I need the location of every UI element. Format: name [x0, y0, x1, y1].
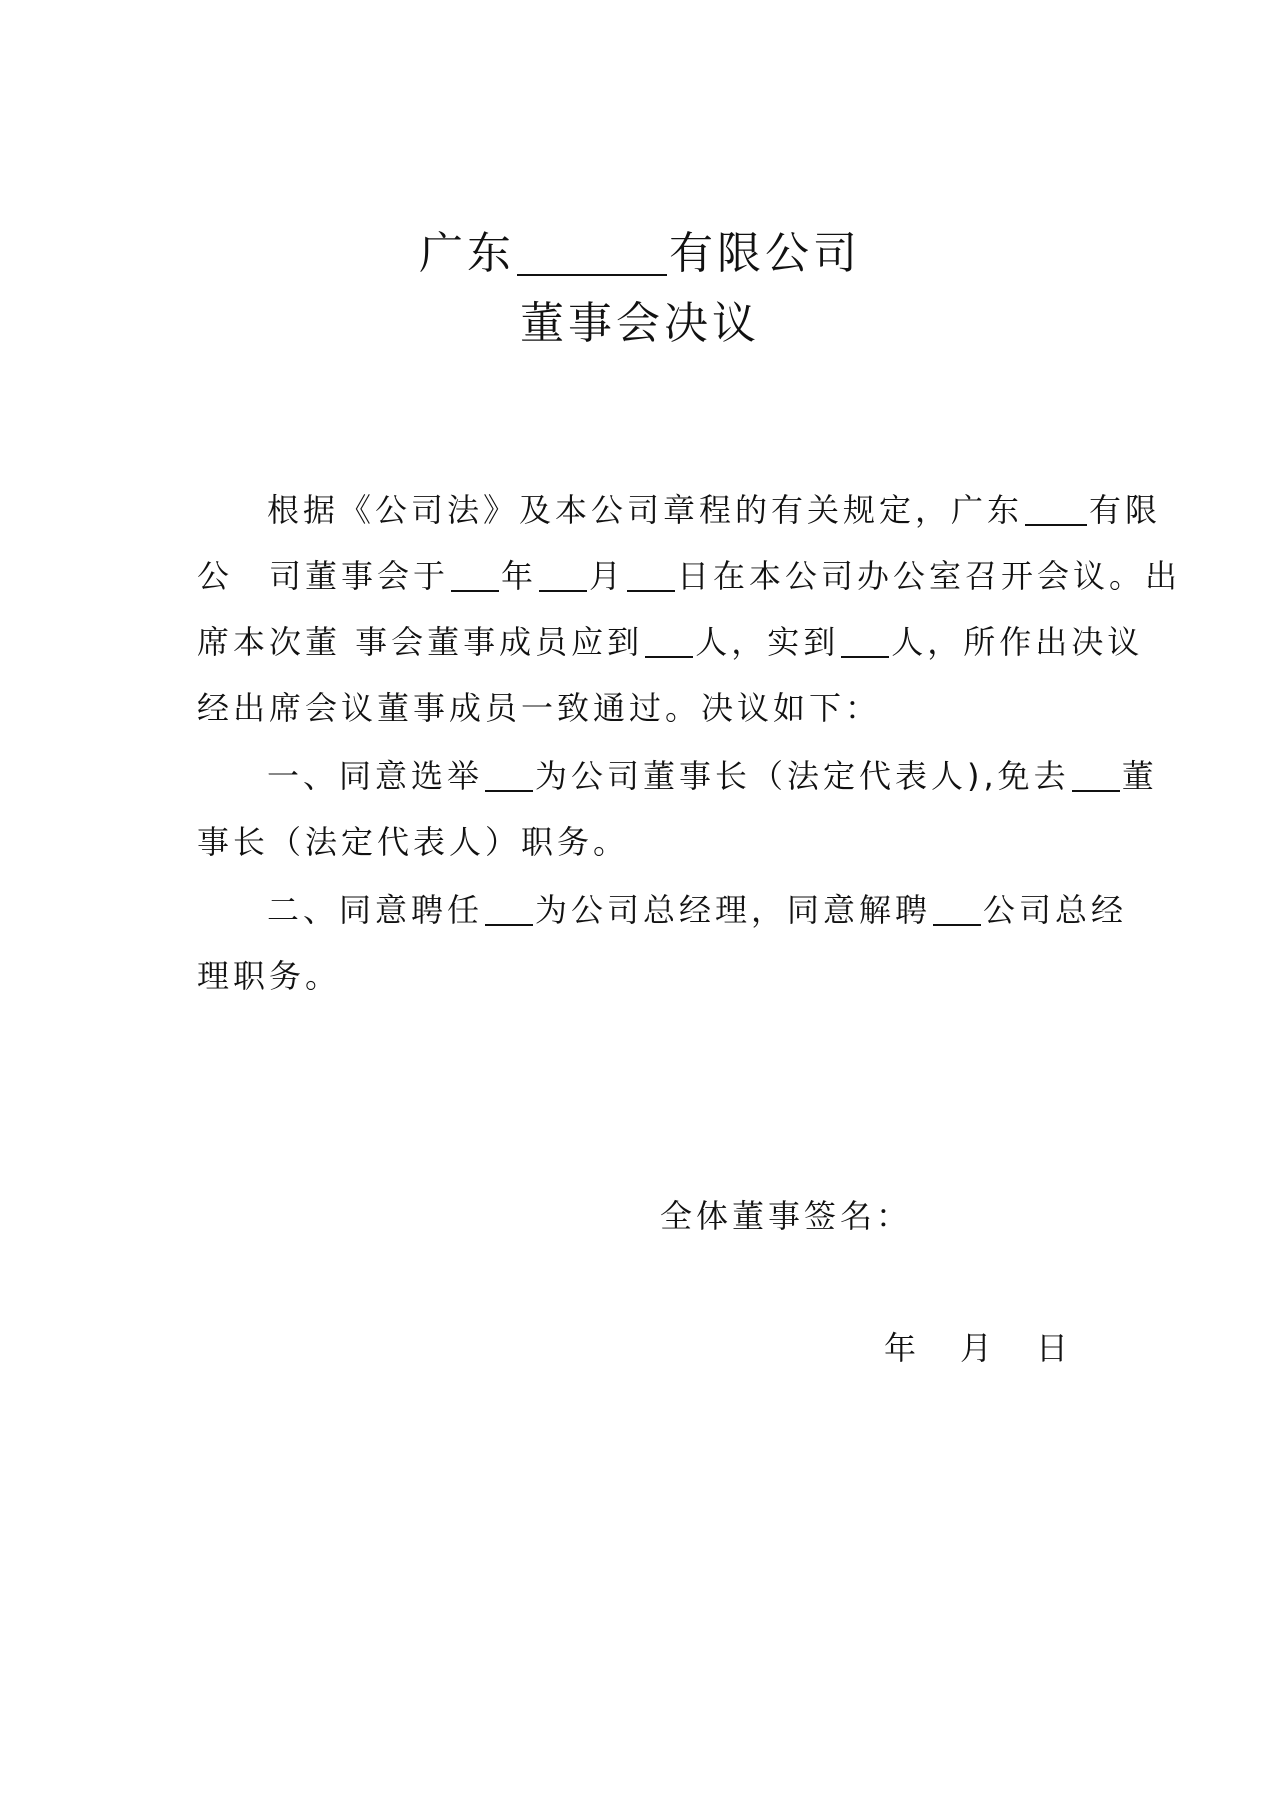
- date-day: 日: [1036, 1329, 1069, 1367]
- paragraph-1-line-3: [197, 623, 1144, 661]
- day-blank[interactable]: [627, 562, 675, 592]
- item-1-line-2: 事长（法定代表人）职务。: [197, 823, 630, 861]
- company-name-inline-blank[interactable]: [1025, 496, 1087, 526]
- paragraph-1-line-4: 经出席会议董事成员一致通过。决议如下：: [197, 689, 882, 727]
- chairman-elect-blank[interactable]: [485, 762, 533, 792]
- signature-label: 全体董事签名：: [660, 1197, 913, 1235]
- document-title: 董事会决议: [520, 298, 760, 349]
- item-1-line-1: [267, 757, 1158, 795]
- date-year: 年: [884, 1329, 917, 1367]
- chairman-removed-blank[interactable]: [1072, 762, 1120, 792]
- company-name-blank[interactable]: [517, 236, 667, 276]
- title-prefix: 广东: [419, 228, 515, 279]
- text: 人，所作出决议: [891, 623, 1144, 661]
- text: 一、同意选举: [267, 757, 484, 795]
- text: 年: [501, 557, 538, 595]
- text: 月: [589, 557, 626, 595]
- text: 有限: [1089, 491, 1162, 529]
- text: 二、同意聘任: [267, 891, 484, 929]
- text: 席本次董 事会董事成员应到: [197, 623, 644, 661]
- paragraph-1-line-1: [267, 491, 1162, 529]
- text: 公 司董事会于: [197, 557, 450, 595]
- date-month: 月: [960, 1329, 993, 1367]
- year-blank[interactable]: [451, 562, 499, 592]
- actual-count-blank[interactable]: [841, 628, 889, 658]
- item-2-line-1: [267, 891, 1128, 929]
- expected-count-blank[interactable]: [645, 628, 693, 658]
- title-suffix: 有限公司: [669, 228, 861, 279]
- date-line: [884, 1329, 1112, 1367]
- text: 为公司总经理，同意解聘: [535, 891, 932, 929]
- gm-appoint-blank[interactable]: [485, 896, 533, 926]
- text: 公司总经: [983, 891, 1128, 929]
- paragraph-1-line-2: [197, 557, 1182, 595]
- text: 人，实到: [695, 623, 840, 661]
- month-blank[interactable]: [539, 562, 587, 592]
- text: 根据《公司法》及本公司章程的有关规定，广东: [267, 491, 1024, 529]
- gm-dismiss-blank[interactable]: [933, 896, 981, 926]
- text: 日在本公司办公室召开会议。出: [677, 557, 1182, 595]
- item-2-line-2: 理职务。: [197, 957, 342, 995]
- text: 董: [1121, 757, 1158, 795]
- company-title: [0, 228, 1280, 279]
- text: 为公司董事长（法定代表人),免去: [535, 757, 1070, 795]
